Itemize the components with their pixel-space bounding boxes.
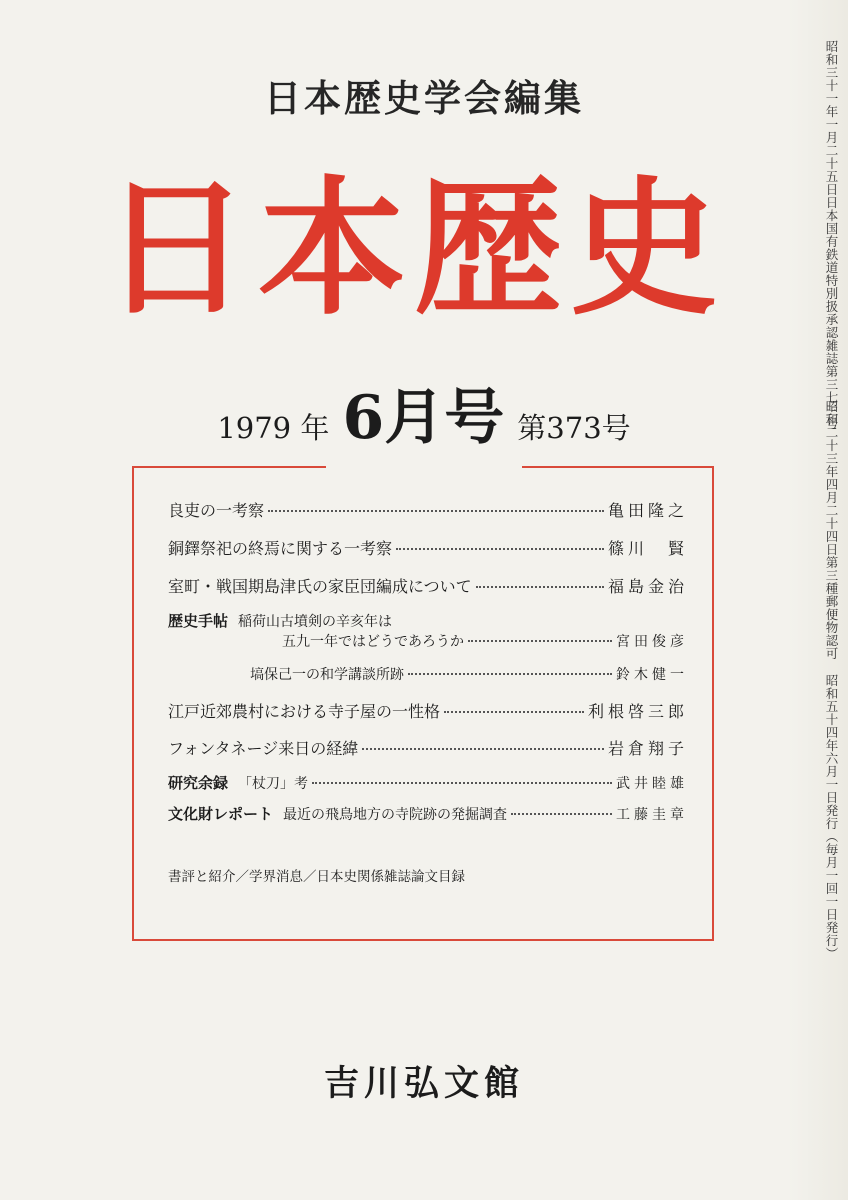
leader-dots: [444, 710, 584, 713]
toc-author: 岩倉翔子: [607, 739, 688, 758]
toc-title: 江戸近郊農村における寺子屋の一性格: [168, 702, 441, 721]
section-label: 文化財レポート: [168, 805, 274, 823]
toc-title: 良吏の一考察: [168, 501, 265, 520]
toc-author: 鈴木健一: [616, 667, 688, 683]
rekishi-techo-heading: [168, 610, 688, 631]
leader-dots: [268, 509, 604, 512]
leader-dots: [396, 547, 604, 550]
leader-dots: [362, 747, 604, 750]
toc-entry: [168, 536, 688, 559]
toc-title: 室町・戦国期島津氏の家臣団編成について: [168, 577, 472, 596]
toc-entry: [168, 574, 688, 597]
toc-title: 最近の飛鳥地方の寺院跡の発掘調査: [283, 807, 508, 823]
magazine-title: 日本歴史: [102, 161, 726, 335]
toc-author: 宮田俊彦: [616, 634, 688, 650]
issue-number: 第373号: [517, 411, 631, 445]
section-label: 研究余録: [168, 774, 229, 792]
issue-year: 1979 年: [217, 411, 330, 445]
toc-title: 銅鐸祭祀の終焉に関する一考察: [168, 539, 393, 558]
toc-author: 利根啓三郎: [587, 702, 688, 721]
toc-entry: [168, 772, 688, 793]
toc-author: 亀田隆之: [607, 501, 688, 520]
registration-line-3: 昭和五十四年六月一日発行（毎月一回一日発行）: [824, 674, 839, 960]
leader-dots: [312, 781, 612, 784]
toc-author: 工藤圭章: [616, 807, 688, 823]
leader-dots: [476, 585, 604, 588]
registration-line-1: 昭和三十一年一月二十五日日本国有鉄道特別扱承認雑誌第三七三号: [824, 40, 839, 430]
editor-credit: 日本歴史学会編集: [264, 76, 584, 120]
toc-entry: [250, 664, 688, 684]
toc-author: 篠川 賢: [607, 539, 688, 558]
toc-entry: [168, 699, 688, 722]
toc-title: 塙保己一の和学講談所跡: [250, 667, 404, 683]
leader-dots: [408, 672, 612, 675]
leader-dots: [468, 639, 612, 642]
toc-author: 福島金治: [607, 577, 688, 596]
toc-author: 武井睦雄: [616, 776, 688, 792]
publisher-name: 吉川弘文館: [323, 1063, 524, 1104]
section-label: 歴史手帖: [168, 612, 229, 630]
registration-line-2: 昭和二十三年四月二十四日第三種郵便物認可: [824, 400, 839, 660]
toc-entry: [282, 631, 688, 651]
misc-contents: 書評と紹介／学界消息／日本史関係雑誌論文目録: [168, 869, 465, 885]
issue-month: 6月号: [342, 383, 505, 453]
toc-title: 稲荷山古墳剣の辛亥年は: [238, 614, 393, 630]
issue-line: [0, 370, 848, 456]
toc-title: 五九一年ではどうであろうか: [282, 634, 464, 650]
toc-title: 「杖刀」考: [238, 776, 309, 792]
toc-entry: [168, 498, 688, 521]
leader-dots: [511, 812, 612, 815]
toc-entry: [168, 803, 688, 824]
toc-entry: [168, 736, 688, 759]
toc-title: フォンタネージ来日の経緯: [168, 739, 359, 758]
contents-frame-gap: [326, 460, 522, 474]
